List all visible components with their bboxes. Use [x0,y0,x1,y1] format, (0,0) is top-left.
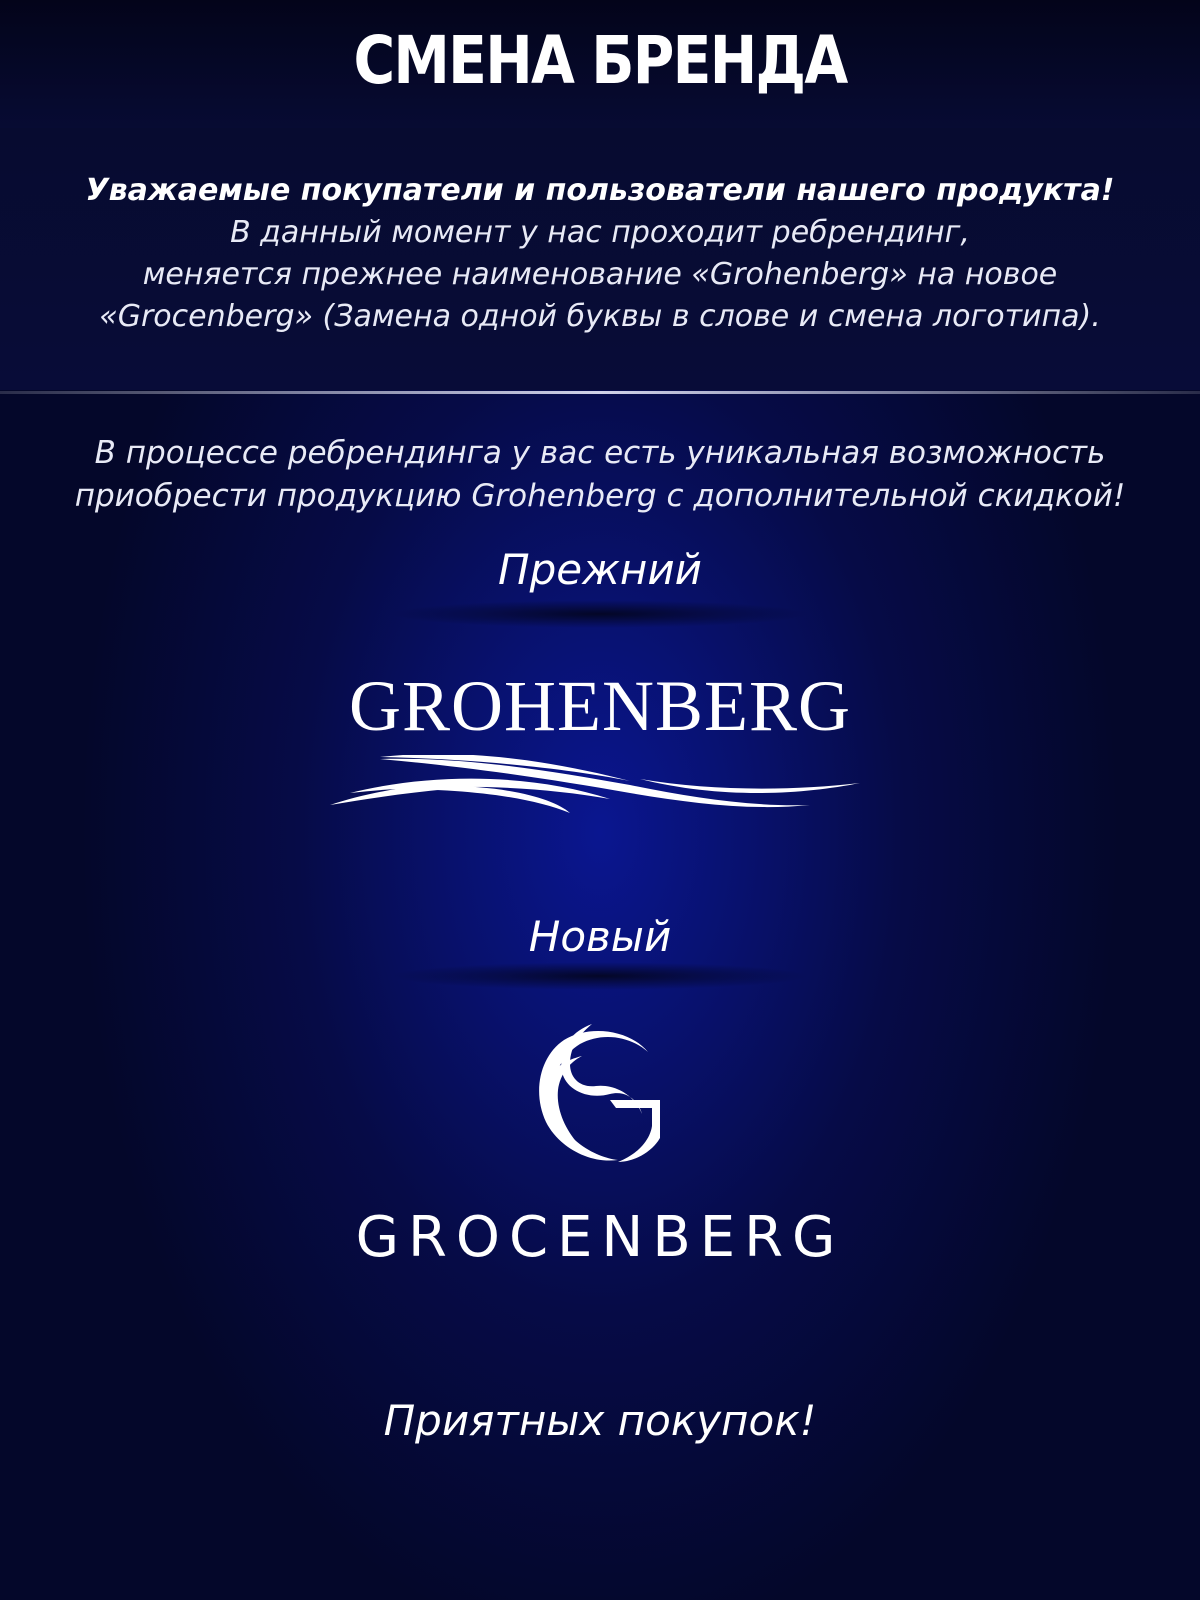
old-logo-text: GROHENBERG [348,666,851,746]
section-divider [0,391,1200,394]
page-title: СМЕНА БРЕНДА [353,22,847,99]
new-brand-label: Новый [528,912,672,961]
new-logo-text: GROCENBERG [355,1205,845,1270]
offer-text [0,432,1200,518]
intro-line: меняется прежнее наименование «Grohenberg» на новое [142,257,1058,292]
old-label-shadow [390,600,810,628]
offer-line: приобрести продукцию Grohenberg с дополнительной скидкой! [74,478,1126,514]
intro-line: В данный момент у нас проходит ребрендинг, [230,215,970,250]
old-brand-label: Прежний [498,545,702,594]
wave-logo-icon [330,755,870,835]
intro-text [0,170,1200,338]
old-brand-logo [330,665,870,825]
new-label-shadow [390,962,810,990]
intro-greeting: Уважаемые покупатели и пользователи нашего продукта! [85,173,1115,208]
closing-text: Приятных покупок! [383,1396,817,1445]
intro-line: «Grocenberg» (Замена одной буквы в слове и смена логотипа). [99,299,1101,334]
g-monogram-icon [530,1022,670,1167]
offer-line: В процессе ребрендинга у вас есть уникальная возможность [94,435,1106,471]
